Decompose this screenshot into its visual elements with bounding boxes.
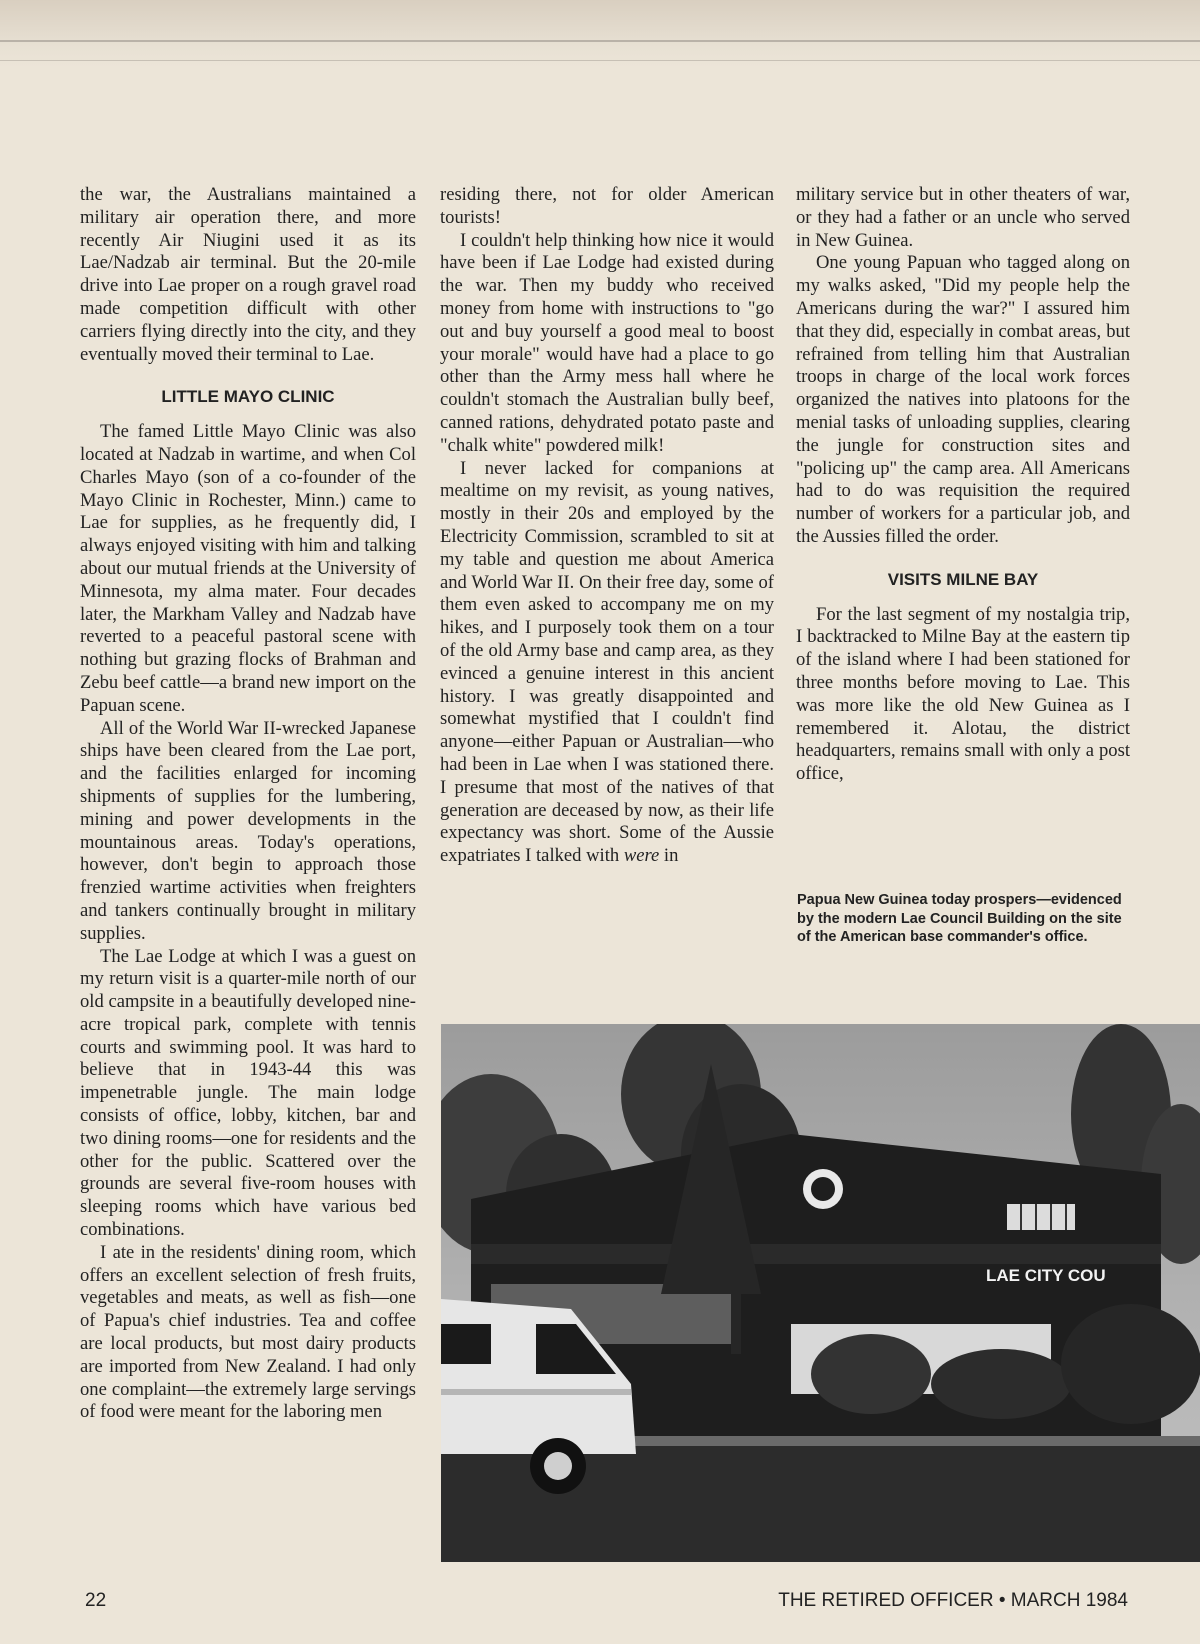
paragraph	[440, 458, 774, 868]
paragraph-text: in	[659, 845, 679, 867]
photo-lae-council-building	[441, 1024, 1200, 1562]
publication-footer: THE RETIRED OFFICER • MARCH 1984	[778, 1590, 1128, 1611]
top-rule-thin	[0, 60, 1200, 61]
article-column-2	[440, 184, 774, 868]
paragraph: All of the World War II-wrecked Japanese ships have been cleared from the Lae port, and the facilities enlarged for incoming shipments of supplies for the lumbering, mining and power developments in the mountainous areas. Today's operations, however, don't begin to approach those frenzied wartime activities when freighters and tankers continually brought in military supplies.	[80, 717, 416, 944]
paragraph: One young Papuan who tagged along on my walks asked, "Did my people help the Americans during the war?" I assured him that they did, especially in combat areas, but refrained from telling him that Australian troops in charge of the local work forces organized the natives into platoons for the menial tasks of unloading supplies, clearing the jungle for construction sites and "policing up" the camp area. All Americans had to do was requisition the required number of workers for a particular job, and the Aussies filled the order.	[796, 252, 1130, 547]
article-column-1	[80, 184, 416, 1424]
building-sign-text: LAE CITY COU	[986, 1266, 1106, 1285]
paragraph: I ate in the residents' dining room, which offers an excellent selection of fresh fruits, vegetables and meats, as well as fish—one of Papua's chief industries. Tea and coffee are local products, but most dairy products are imported from New Zealand. I had only one complaint—the extremely large servings of food were meant for the laboring men	[80, 1241, 416, 1423]
paragraph: residing there, not for older American tourists!	[440, 184, 774, 228]
emphasis-text: were	[623, 845, 660, 867]
page-top-band	[0, 0, 1200, 68]
paragraph: The famed Little Mayo Clinic was also located at Nadzab in wartime, and when Col Charles Mayo (son of a co-founder of the Mayo Clinic in Rochester, Minn.) came to Lae for supplies, as he frequently did, I always enjoyed visiting with him and talking about our mutual friends at the University of Minnesota, my alma mater. Four decades later, the Markham Valley and Nadzab have reverted to a peaceful pastoral scene with nothing but grazing flocks of Brahman and Zebu beef cattle—a brand new import on the Papuan scene.	[80, 421, 416, 716]
section-heading-visits-milne-bay: VISITS MILNE BAY	[887, 569, 1039, 589]
photo-illustration	[441, 1024, 1200, 1562]
paragraph: the war, the Australians maintained a military air operation there, and more recently Air Niugini used it as its Lae/Nadzab air terminal. But the 20-mile drive into Lae proper on a rough gravel road made competition difficult with other carriers flying directly into the city, and they eventually moved their terminal to Lae.	[80, 184, 416, 365]
section-heading-little-mayo-clinic: LITTLE MAYO CLINIC	[161, 387, 335, 407]
photo-caption: Papua New Guinea today prospers—evidenced by the modern Lae Council Building on the site of the American base commander's office.	[797, 892, 1122, 945]
paragraph: I couldn't help thinking how nice it would have been if Lae Lodge had existed during the war. Then my buddy who received money from home with instructions to "go out and buy yourself a good meal to boost your morale" would have had a place to go other than the Army mess hall where he couldn't stomach the Australian bully beef, canned rations, dehydrated potato paste and "chalk white" powdered milk!	[440, 229, 774, 456]
paragraph: For the last segment of my nostalgia trip, I backtracked to Milne Bay at the eastern tip of the island where I had been stationed for three months before moving to Lae. This was more like the old New Guinea as I remembered it. Alotau, the district headquarters, remains small with only a post office,	[796, 603, 1130, 785]
paragraph: military service but in other theaters of war, or they had a father or an uncle who served in New Guinea.	[796, 184, 1130, 251]
paragraph-text: I never lacked for companions at mealtime on my revisit, as young natives, mostly in their 20s and employed by the Electricity Commission, scrambled to sit at my table and question me about America and World War II. On their free day, some of them even asked to accompany me on my hikes, and I purposely took them on a tour of the old Army base and camp area, as they evinced a genuine interest in this ancient history. I was greatly disappointed and somewhat mystified that I couldn't find anyone—either Papuan or Australian—who had been in Lae when I was stationed there. I presume that most of the natives of that generation are deceased by now, as their life expectancy was short. Some of the Aussie expatriates I talked with	[440, 457, 774, 867]
paragraph: The Lae Lodge at which I was a guest on my return visit is a quarter-mile north of our old campsite in a beautifully developed nine-acre tropical park, complete with tennis courts and swimming pool. It was hard to believe that in 1943-44 this was impenetrable jungle. The main lodge consists of office, lobby, kitchen, bar and two dining rooms—one for residents and the other for the public. Scattered over the grounds are several five-room houses with sleeping rooms which have various bed combinations.	[80, 945, 416, 1241]
article-column-3	[796, 184, 1130, 786]
top-rule	[0, 40, 1200, 42]
page-number: 22	[85, 1590, 107, 1611]
